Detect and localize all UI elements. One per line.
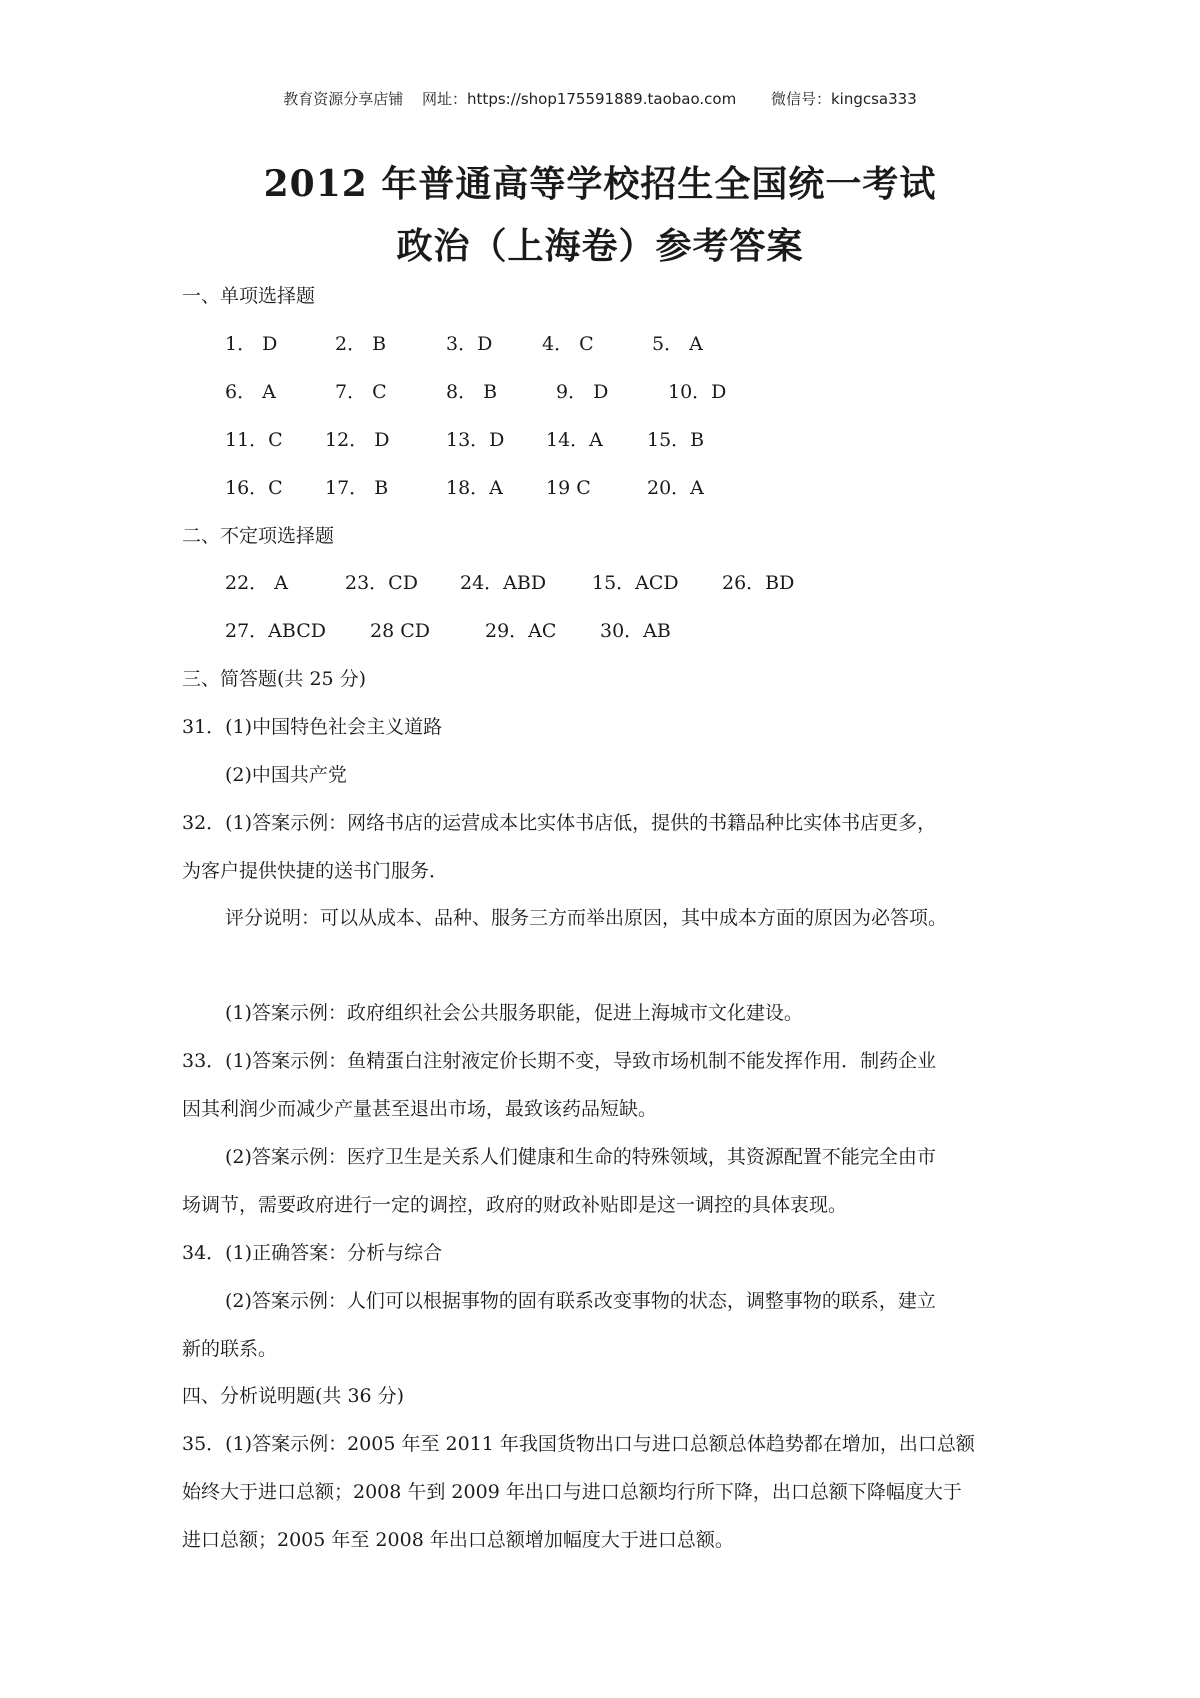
answer-item: 18．A bbox=[446, 477, 503, 499]
answer-item: 22． A bbox=[225, 572, 288, 594]
answer-item: 10．D bbox=[668, 381, 727, 403]
answer-item: 27．ABCD bbox=[225, 620, 326, 642]
answer-item: 17． B bbox=[325, 477, 389, 499]
answer-item: 30．AB bbox=[600, 620, 671, 642]
q32-part1-line2: 为客户提供快捷的送书门服务． bbox=[182, 860, 449, 882]
q32-scoring-note: 评分说明：可以从成本、品种、服务三方而举出原因，其中成本方面的原因为必答项。 bbox=[225, 907, 948, 929]
answer-item: 15．ACD bbox=[592, 572, 679, 594]
answer-item: 24．ABD bbox=[460, 572, 547, 594]
answer-item: 5． A bbox=[652, 333, 703, 355]
q33-part2-line2: 场调节，需要政府进行一定的调控，政府的财政补贴即是这一调控的具体衷现。 bbox=[182, 1194, 848, 1216]
q32-part2: (1)答案示例：政府组织社会公共服务职能，促进上海城市文化建设。 bbox=[225, 1002, 803, 1024]
q34-part2-line2: 新的联系。 bbox=[182, 1338, 278, 1360]
answer-item: 16．C bbox=[225, 477, 283, 499]
header-url: 网址：https://shop175591889.taobao.com bbox=[422, 90, 737, 108]
answer-item: 9． D bbox=[556, 381, 609, 403]
document-title: 2012 年普通高等学校招生全国统一考试 bbox=[263, 163, 937, 205]
answer-item: 13．D bbox=[446, 429, 505, 451]
answer-item: 1． D bbox=[225, 333, 278, 355]
answer-item: 11．C bbox=[225, 429, 283, 451]
q32-part1-line1: 32．(1)答案示例：网络书店的运营成本比实体书店低，提供的书籍品种比实体书店更多， bbox=[182, 812, 937, 834]
answer-item: 14．A bbox=[546, 429, 603, 451]
q35-line3: 进口总额；2005 年至 2008 年出口总额增加幅度大于进口总额。 bbox=[182, 1529, 734, 1551]
q35-line2: 始终大于进口总额；2008 午到 2009 年出口与进口总额均行所下降，出口总额下降幅度大于 bbox=[182, 1481, 962, 1503]
q34-part2-line1: (2)答案示例：人们可以根据事物的固有联系改变事物的状态，调整事物的联系，建立 bbox=[225, 1290, 936, 1312]
q33-part1-line1: 33．(1)答案示例：鱼精蛋白注射液定价长期不变，导致市场机制不能发挥作用．制药企业 bbox=[182, 1050, 937, 1072]
q31-part2: (2)中国共产党 bbox=[225, 764, 347, 786]
header-wechat: 微信号：kingcsa333 bbox=[770, 90, 917, 108]
q31-part1: 31．(1)中国特色社会主义道路 bbox=[182, 716, 443, 738]
document-subtitle: 政治（上海卷）参考答案 bbox=[396, 225, 804, 267]
page-header bbox=[0, 88, 1200, 109]
section-4-heading: 四、分析说明题(共 36 分) bbox=[182, 1385, 405, 1407]
header-shop: 教育资源分享店铺 bbox=[283, 90, 404, 108]
q34-part1: 34．(1)正确答案：分析与综合 bbox=[182, 1242, 443, 1264]
answer-item: 15．B bbox=[647, 429, 705, 451]
section-1-heading: 一、单项选择题 bbox=[182, 285, 316, 307]
section-3-heading: 三、简答题(共 25 分) bbox=[182, 668, 367, 690]
answer-item: 3．D bbox=[446, 333, 493, 355]
q33-part1-line2: 因其利润少而减少产量甚至退出市场，最致该药品短缺。 bbox=[182, 1098, 658, 1120]
answer-item: 7． C bbox=[335, 381, 387, 403]
answer-item: 12． D bbox=[325, 429, 390, 451]
answer-item: 19 C bbox=[546, 477, 591, 499]
q33-part2-line1: (2)答案示例：医疗卫生是关系人们健康和生命的特殊领域，其资源配置不能完全由市 bbox=[225, 1146, 936, 1168]
answer-item: 4． C bbox=[542, 333, 594, 355]
answer-item: 26．BD bbox=[722, 572, 795, 594]
answer-item: 8． B bbox=[446, 381, 498, 403]
section-2-heading: 二、不定项选择题 bbox=[182, 525, 335, 547]
answer-item: 23．CD bbox=[345, 572, 418, 594]
answer-item: 2． B bbox=[335, 333, 387, 355]
answer-item: 29．AC bbox=[485, 620, 557, 642]
answer-item: 28 CD bbox=[370, 620, 430, 642]
answer-item: 20．A bbox=[647, 477, 704, 499]
q35-line1: 35．(1)答案示例：2005 年至 2011 年我国货物出口与进口总额总体趋势都在增加，出口总额 bbox=[182, 1433, 975, 1455]
answer-item: 6． A bbox=[225, 381, 276, 403]
